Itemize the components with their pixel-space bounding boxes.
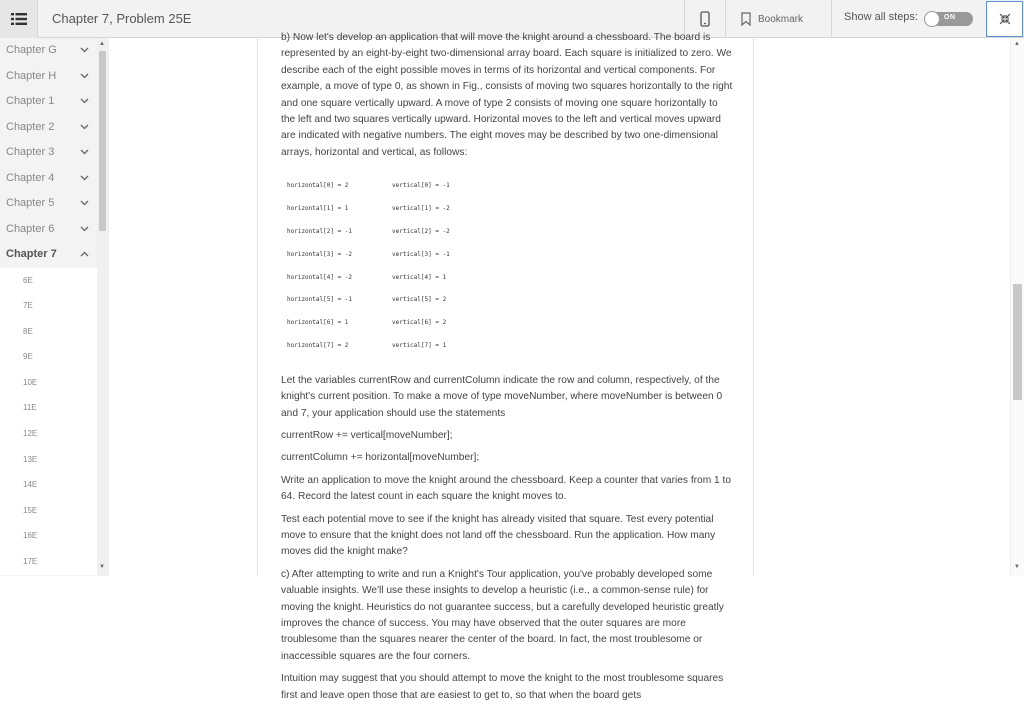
code-line: vertical[3] = -1 — [392, 250, 450, 258]
problem-content-panel — [257, 32, 754, 701]
code-line: horizontal[7] = 2 — [287, 341, 349, 349]
chevron-down-icon — [80, 124, 89, 130]
code-line: vertical[2] = -2 — [392, 228, 450, 235]
sidebar-item-chapter[interactable] — [0, 140, 97, 166]
paragraph-current-position: Let the variables currentRow and currentColumn indicate the row and column, respectively, of the knight's current position. To make a move of type moveNumber, where moveNumber is between 0 and 7, your application should use the statements — [281, 374, 723, 419]
vertical-array-column — [392, 167, 462, 364]
scroll-up-arrow-icon[interactable]: ▲ — [99, 41, 105, 47]
toggle-state-label: ON — [944, 14, 956, 21]
sidebar-problem-item[interactable]: 9E — [0, 344, 97, 370]
chapter-label: Chapter 5 — [6, 197, 55, 209]
chevron-down-icon — [80, 98, 89, 104]
chevron-down-icon — [80, 200, 89, 206]
sidebar-problem-item[interactable]: 8E — [0, 319, 97, 345]
move-arrays-code — [287, 167, 733, 364]
chapter-label: Chapter H — [6, 69, 57, 82]
code-line: horizontal[0] = 2 — [287, 182, 349, 190]
code-line: horizontal[4] = -2 — [287, 273, 353, 281]
list-icon — [11, 13, 27, 25]
bookmark-icon — [741, 12, 751, 26]
code-line: horizontal[1] = 1 — [287, 205, 349, 213]
paragraph-write-application: Write an application to move the knight around the chessboard. Keep a counter that varies from 1 to 64. Record the latest count in each square the knight moves to. — [281, 474, 732, 503]
paragraph-part-b: b) Now let's develop an application that will move the knight around a chessboard. The board is represented by an eight-by-eight two-dimensional array board. Each square is initialized to zero. We describe each of the eight possible moves in terms of its horizontal and vertical components. For example, a move of type 0, as shown in Fig., consists of moving two squares horizontally to the right and one square vertically upward. A move of type 2 consists of moving one square horizontally to the left and two squares vertically upward. Horizontal moves to the left and vertical moves upward are indicated with negative numbers. The eight moves may be described by two one-dimensional arrays, horizontal and vertical, as follows: — [281, 32, 733, 158]
scroll-up-arrow-icon[interactable]: ▲ — [1014, 41, 1020, 47]
sidebar-problem-item[interactable]: 14E — [0, 472, 97, 498]
chevron-up-icon — [80, 251, 89, 257]
horizontal-array-column — [287, 167, 392, 364]
code-line: vertical[6] = 2 — [392, 319, 447, 327]
code-line: horizontal[6] = 1 — [287, 319, 349, 327]
chevron-down-icon — [80, 226, 89, 232]
sidebar-item-chapter[interactable] — [0, 166, 97, 192]
paragraph-test-moves: Test each potential move to see if the knight has already visited that square. Test every potential move to ensure that the knight does not land off the chessboard. Run the application. How many moves did the knight make? — [281, 513, 716, 558]
chevron-down-icon — [80, 175, 89, 181]
bookmark-label: Bookmark — [758, 13, 804, 25]
chapter-label: Chapter 3 — [6, 146, 55, 158]
chapter-label: Chapter G — [6, 44, 57, 56]
chapter-sidebar — [0, 38, 97, 576]
sidebar-problem-item[interactable]: 12E — [0, 421, 97, 447]
sidebar-problem-item[interactable]: 7E — [0, 293, 97, 319]
code-line: horizontal[5] = -1 — [287, 296, 353, 304]
statement-column: currentColumn += horizontal[moveNumber]; — [281, 452, 480, 464]
collapse-arrows-icon — [999, 13, 1011, 25]
sidebar-problem-item[interactable]: 11E — [0, 395, 97, 421]
code-line: vertical[5] = 2 — [392, 296, 447, 304]
sidebar-item-chapter[interactable] — [0, 191, 97, 217]
code-line: vertical[4] = 1 — [392, 273, 447, 281]
page-scrollbar-thumb[interactable] — [1013, 284, 1022, 400]
chapter-label: Chapter 1 — [6, 95, 55, 107]
code-line: vertical[0] = -1 — [392, 182, 450, 190]
sidebar-problem-item[interactable]: 6E — [0, 268, 97, 294]
chevron-down-icon — [80, 47, 89, 53]
sidebar-problem-item[interactable]: 10E — [0, 370, 97, 396]
chevron-down-icon — [80, 149, 89, 155]
code-line: horizontal[3] = -2 — [287, 250, 353, 258]
show-all-steps-toggle[interactable] — [924, 12, 973, 26]
sidebar-item-chapter[interactable] — [0, 217, 97, 243]
code-line: vertical[7] = 1 — [392, 341, 447, 349]
page-title: Chapter 7, Problem 25E — [52, 11, 192, 26]
collapse-button[interactable] — [986, 1, 1023, 37]
problem-text — [281, 30, 733, 710]
sidebar-item-chapter-active[interactable] — [0, 242, 97, 268]
show-all-steps-label: Show all steps: — [844, 11, 918, 23]
scroll-down-arrow-icon[interactable]: ▼ — [99, 564, 105, 570]
sidebar-item-chapter[interactable] — [0, 115, 97, 141]
sidebar-problem-item[interactable]: 17E — [0, 549, 97, 575]
chapter-label: Chapter 7 — [6, 248, 57, 260]
chevron-down-icon — [80, 73, 89, 79]
sidebar-item-chapter[interactable] — [0, 89, 97, 115]
paragraph-intuition: Intuition may suggest that you should attempt to move the knight to the most troublesome squares first and leave open those that are easiest to get to, so that when the board gets — [281, 673, 724, 701]
page-scrollbar[interactable] — [1010, 38, 1024, 576]
chapter-label: Chapter 4 — [6, 171, 55, 184]
chapter-label: Chapter 6 — [6, 222, 55, 235]
chapter-label: Chapter 2 — [6, 120, 55, 133]
scroll-down-arrow-icon[interactable]: ▼ — [1014, 564, 1020, 570]
paragraph-part-c: c) After attempting to write and run a Knight's Tour application, you've probably developed some valuable insights. We'll use these insights to develop a heuristic (i.e., a common-sense rule) for moving the knight. Heuristics do not guarantee success, but a carefully developed heuristic greatly improves the chance of success. You may have observed that the outer squares are more troublesome than the squares nearer the center of the board. In fact, the most troublesome or inaccessible squares are the four corners. — [281, 568, 724, 662]
sidebar-problem-item[interactable]: 15E — [0, 498, 97, 524]
sidebar-problem-item[interactable]: 13E — [0, 447, 97, 473]
phone-icon — [700, 11, 710, 27]
code-line: horizontal[2] = -1 — [287, 228, 353, 235]
menu-button[interactable] — [0, 0, 38, 38]
sidebar-scrollbar[interactable] — [97, 38, 109, 576]
toggle-knob — [924, 11, 940, 27]
sidebar-scrollbar-thumb[interactable] — [99, 51, 106, 231]
statement-row: currentRow += vertical[moveNumber]; — [281, 429, 453, 441]
sidebar-problem-item[interactable]: 16E — [0, 523, 97, 549]
sidebar-item-chapter[interactable] — [0, 38, 97, 64]
code-line: vertical[1] = -2 — [392, 205, 450, 213]
bookmark-button[interactable] — [727, 0, 832, 38]
sidebar-item-chapter[interactable] — [0, 64, 97, 90]
